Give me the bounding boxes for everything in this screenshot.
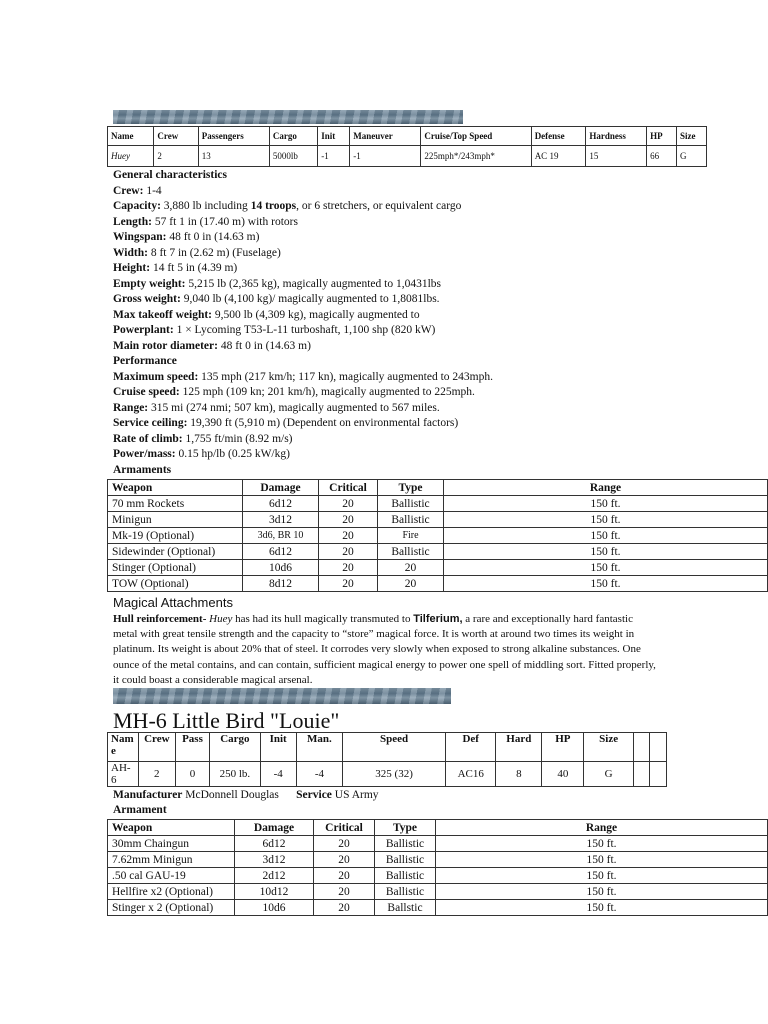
spec-value: 57 ft 1 in (17.40 m) with rotors — [151, 215, 298, 228]
spec-value: 125 mph (109 kn; 201 km/h), magically augmented to 225mph. — [179, 386, 475, 398]
spec-line-crew — [113, 184, 493, 200]
spec-line-powerplant — [113, 323, 493, 339]
table-row — [108, 496, 768, 512]
spec-value: 135 mph (217 km/h; 117 kn), magically augmented to 243mph. — [198, 370, 493, 383]
table-cell: 20 — [319, 512, 378, 528]
weapons-header-row — [108, 820, 768, 836]
table-header: Critical — [314, 820, 375, 836]
table-cell: Ballistic — [378, 512, 444, 528]
spec-label: Height: — [113, 262, 151, 274]
table-cell: 40 — [542, 762, 584, 787]
table-cell: G — [584, 762, 634, 787]
table-cell: 20 — [314, 900, 375, 916]
spec-line-height — [113, 261, 493, 277]
table-cell: 150 ft. — [436, 868, 768, 884]
table-row — [108, 762, 667, 787]
perf-line-power-mass — [113, 447, 493, 463]
table-cell: 66 — [647, 146, 677, 167]
perf-line-range — [113, 401, 493, 417]
table-cell: G — [677, 146, 707, 167]
table-header: Defense — [531, 127, 586, 146]
table-cell: 20 — [319, 560, 378, 576]
spec-value-bold: 14 troops — [250, 200, 297, 212]
table-row — [108, 868, 768, 884]
manufacturer-value: McDonnell Douglas — [182, 789, 279, 801]
table-header: Cargo — [210, 733, 260, 762]
table-cell: Minigun — [108, 512, 243, 528]
magical-attachments-heading: Magical Attachments — [113, 595, 233, 610]
spec-label: Wingspan: — [113, 231, 167, 243]
table-cell: 20 — [314, 868, 375, 884]
spec-label: Empty weight: — [113, 277, 186, 290]
huey-stats-header-row — [108, 127, 707, 146]
table-cell: 2d12 — [235, 868, 314, 884]
spec-value: 1-4 — [143, 184, 162, 197]
spec-label: Capacity: — [113, 200, 161, 212]
spec-line-empty-weight — [113, 277, 493, 293]
table-header: Init — [260, 733, 296, 762]
spec-value: 9,500 lb (4,309 kg), magically augmented to — [212, 308, 420, 321]
table-cell: 3d12 — [243, 512, 319, 528]
alloy-name: Tilferium, — [413, 613, 463, 625]
spec-label: Max takeoff weight: — [113, 308, 213, 321]
table-cell: Stinger (Optional) — [108, 560, 243, 576]
service-label: Service — [296, 789, 332, 801]
table-cell — [650, 762, 667, 787]
spec-label: Gross weight: — [113, 293, 181, 305]
spec-label: Width: — [113, 246, 148, 259]
spec-value: 9,040 lb (4,100 kg)/ magically augmented to 1,8081lbs. — [180, 293, 440, 305]
table-cell: 250 lb. — [210, 762, 260, 787]
table-cell: 30mm Chaingun — [108, 836, 235, 852]
table-cell: Ballistic — [375, 852, 436, 868]
table-cell: 20 — [314, 852, 375, 868]
spec-value: 48 ft 0 in (14.63 m) — [166, 231, 260, 243]
sea-photo-strip-middle — [113, 688, 451, 704]
table-header: Weapon — [108, 480, 243, 496]
table-cell: Huey — [108, 146, 154, 167]
table-cell: Stinger x 2 (Optional) — [108, 900, 235, 916]
table-header: Man. — [296, 733, 342, 762]
table-cell: 20 — [378, 560, 444, 576]
table-cell: Ballistic — [378, 496, 444, 512]
table-cell: AC 19 — [531, 146, 586, 167]
table-header: Type — [375, 820, 436, 836]
hull-reinforcement-paragraph — [113, 612, 658, 688]
table-cell: 150 ft. — [436, 884, 768, 900]
table-row — [108, 900, 768, 916]
table-header: Hardness — [586, 127, 647, 146]
table-cell: 2 — [138, 762, 175, 787]
spec-line-wingspan — [113, 230, 493, 246]
table-header: Damage — [243, 480, 319, 496]
spec-label: Maximum speed: — [113, 370, 199, 383]
perf-line-max-speed — [113, 370, 493, 386]
table-cell: 20 — [314, 836, 375, 852]
spec-line-capacity — [113, 199, 493, 215]
table-header: Speed — [343, 733, 446, 762]
louie-stats-header-row — [108, 733, 667, 762]
table-cell: 13 — [198, 146, 269, 167]
spec-line-width — [113, 246, 493, 262]
table-cell: Mk-19 (Optional) — [108, 528, 243, 544]
table-cell: 3d12 — [235, 852, 314, 868]
spec-value: 1 × Lycoming T53-L-11 turboshaft, 1,100 shp (820 kW) — [173, 324, 436, 336]
vehicle-name: Huey — [209, 613, 233, 625]
table-header: Maneuver — [350, 127, 421, 146]
table-header: Cargo — [269, 127, 317, 146]
table-cell: Ballstic — [375, 900, 436, 916]
table-cell: -4 — [260, 762, 296, 787]
table-cell: -1 — [350, 146, 421, 167]
table-cell: 150 ft. — [436, 852, 768, 868]
table-header: Range — [444, 480, 768, 496]
table-cell: AC16 — [446, 762, 496, 787]
spec-value: 48 ft 0 in (14.63 m) — [217, 339, 311, 352]
table-cell: Ballistic — [375, 884, 436, 900]
table-cell: Ballistic — [378, 544, 444, 560]
table-row — [108, 576, 768, 592]
table-header: Type — [378, 480, 444, 496]
table-cell: 8 — [496, 762, 542, 787]
table-header: Passengers — [198, 127, 269, 146]
table-cell: 10d6 — [235, 900, 314, 916]
spec-value-tail: , or 6 stretchers, or equivalent cargo — [296, 200, 462, 212]
table-cell: 20 — [314, 884, 375, 900]
performance-heading: Performance — [113, 355, 177, 367]
spec-value: 1,755 ft/min (8.92 m/s) — [182, 432, 293, 445]
table-cell: Sidewinder (Optional) — [108, 544, 243, 560]
table-row — [108, 528, 768, 544]
louie-stats-table — [107, 732, 667, 787]
table-cell: Ballistic — [375, 868, 436, 884]
hull-reinforcement-label: Hull reinforcement- — [113, 613, 207, 625]
huey-weapons-table — [107, 479, 768, 592]
spec-label: Main rotor diameter: — [113, 339, 218, 352]
table-cell: TOW (Optional) — [108, 576, 243, 592]
characteristics-section — [113, 168, 493, 478]
table-cell: 15 — [586, 146, 647, 167]
table-header: Critical — [319, 480, 378, 496]
table-cell: 10d12 — [235, 884, 314, 900]
table-cell: 10d6 — [243, 560, 319, 576]
table-cell: 2 — [154, 146, 198, 167]
table-header: Nam e — [108, 733, 139, 762]
table-header: Crew — [154, 127, 198, 146]
spec-label: Powerplant: — [113, 324, 174, 336]
table-header — [633, 733, 649, 762]
table-cell: 20 — [319, 544, 378, 560]
spec-label: Crew: — [113, 184, 144, 197]
spec-line-rotor-diameter — [113, 339, 493, 355]
table-cell: 20 — [319, 496, 378, 512]
table-cell: 325 (32) — [343, 762, 446, 787]
louie-weapons-table — [107, 819, 768, 916]
spec-label: Cruise speed: — [113, 386, 180, 398]
table-cell: -1 — [318, 146, 350, 167]
manufacturer-line — [113, 788, 379, 803]
armament-heading: Armament — [113, 804, 167, 816]
table-cell: -4 — [296, 762, 342, 787]
table-row — [108, 836, 768, 852]
table-cell: 150 ft. — [444, 496, 768, 512]
table-header: Size — [584, 733, 634, 762]
table-header: Range — [436, 820, 768, 836]
spec-label: Rate of climb: — [113, 432, 183, 445]
spec-value: 0.15 hp/lb (0.25 kW/kg) — [175, 448, 290, 460]
huey-stats-table — [107, 126, 707, 167]
table-cell: 7.62mm Minigun — [108, 852, 235, 868]
table-cell: 20 — [319, 528, 378, 544]
spec-label: Range: — [113, 401, 149, 414]
table-row — [108, 852, 768, 868]
weapons-header-row — [108, 480, 768, 496]
table-header: Init — [318, 127, 350, 146]
table-row — [108, 512, 768, 528]
spec-value: 19,390 ft (5,910 m) (Dependent on environmental factors) — [187, 417, 459, 429]
perf-line-service-ceiling — [113, 416, 493, 432]
table-cell: 150 ft. — [436, 900, 768, 916]
table-cell: 150 ft. — [444, 544, 768, 560]
table-cell: 225mph*/243mph* — [421, 146, 531, 167]
table-cell: 150 ft. — [444, 560, 768, 576]
service-value: US Army — [331, 789, 379, 801]
table-cell: 0 — [175, 762, 210, 787]
table-header: Cruise/Top Speed — [421, 127, 531, 146]
table-header: Size — [677, 127, 707, 146]
spec-value: 8 ft 7 in (2.62 m) (Fuselage) — [147, 246, 281, 259]
table-cell: 150 ft. — [436, 836, 768, 852]
perf-line-cruise-speed — [113, 385, 493, 401]
table-cell: 5000lb — [269, 146, 317, 167]
table-cell: Hellfire x2 (Optional) — [108, 884, 235, 900]
spec-value: 14 ft 5 in (4.39 m) — [150, 262, 238, 274]
armaments-heading: Armaments — [113, 463, 172, 476]
table-cell: Fire — [378, 528, 444, 544]
table-header — [650, 733, 667, 762]
table-row — [108, 884, 768, 900]
table-cell: AH-6 — [108, 762, 139, 787]
table-cell: 8d12 — [243, 576, 319, 592]
paragraph-text: a rare and exceptionally hard fantastic metal with great tensile strength and the capacity to “store” magical force. It is worth at around two times its weight in platinum. Its weight is about 20% that of steel. It corrodes very slowly when exposed to strong alkaline substances. One ounce of the metal contains, and can contain, sufficient magical energy to power one spell of middling sort. Fitted properly, it could boast a considerable magical arsenal. — [113, 613, 656, 686]
spec-label: Length: — [113, 215, 152, 228]
table-cell: 20 — [378, 576, 444, 592]
table-header: Def — [446, 733, 496, 762]
table-header: Pass — [175, 733, 210, 762]
table-cell: 70 mm Rockets — [108, 496, 243, 512]
manufacturer-label: Manufacturer — [113, 789, 183, 801]
general-characteristics-heading: General characteristics — [113, 169, 227, 181]
table-header: Name — [108, 127, 154, 146]
spec-line-length — [113, 215, 493, 231]
table-header: HP — [542, 733, 584, 762]
table-cell: 150 ft. — [444, 512, 768, 528]
table-cell: 6d12 — [235, 836, 314, 852]
table-cell: 3d6, BR 10 — [243, 528, 319, 544]
page-title: MH-6 Little Bird "Louie" — [113, 708, 340, 733]
table-cell: 6d12 — [243, 496, 319, 512]
table-row — [108, 544, 768, 560]
table-cell: .50 cal GAU-19 — [108, 868, 235, 884]
table-header: Weapon — [108, 820, 235, 836]
spec-line-gross-weight — [113, 292, 493, 308]
spec-value: 315 mi (274 nmi; 507 km), magically augmented to 567 miles. — [148, 401, 440, 414]
table-cell: Ballistic — [375, 836, 436, 852]
table-cell: 150 ft. — [444, 528, 768, 544]
spec-value: 3,880 lb including — [160, 200, 251, 212]
table-header: HP — [647, 127, 677, 146]
spec-label: Power/mass: — [113, 448, 176, 460]
spec-label: Service ceiling: — [113, 417, 188, 429]
table-cell: 150 ft. — [444, 576, 768, 592]
table-row — [108, 560, 768, 576]
perf-line-rate-of-climb — [113, 432, 493, 448]
table-cell: 20 — [319, 576, 378, 592]
sea-photo-strip-top — [113, 110, 463, 124]
table-cell: 6d12 — [243, 544, 319, 560]
spec-line-max-takeoff — [113, 308, 493, 324]
table-row — [108, 146, 707, 167]
paragraph-text: has had its hull magically transmuted to — [232, 613, 414, 625]
table-header: Crew — [138, 733, 175, 762]
table-header: Hard — [496, 733, 542, 762]
table-header: Damage — [235, 820, 314, 836]
spec-value: 5,215 lb (2,365 kg), magically augmented to 1,0431lbs — [185, 277, 442, 290]
louie-info — [113, 788, 379, 818]
table-cell — [633, 762, 649, 787]
